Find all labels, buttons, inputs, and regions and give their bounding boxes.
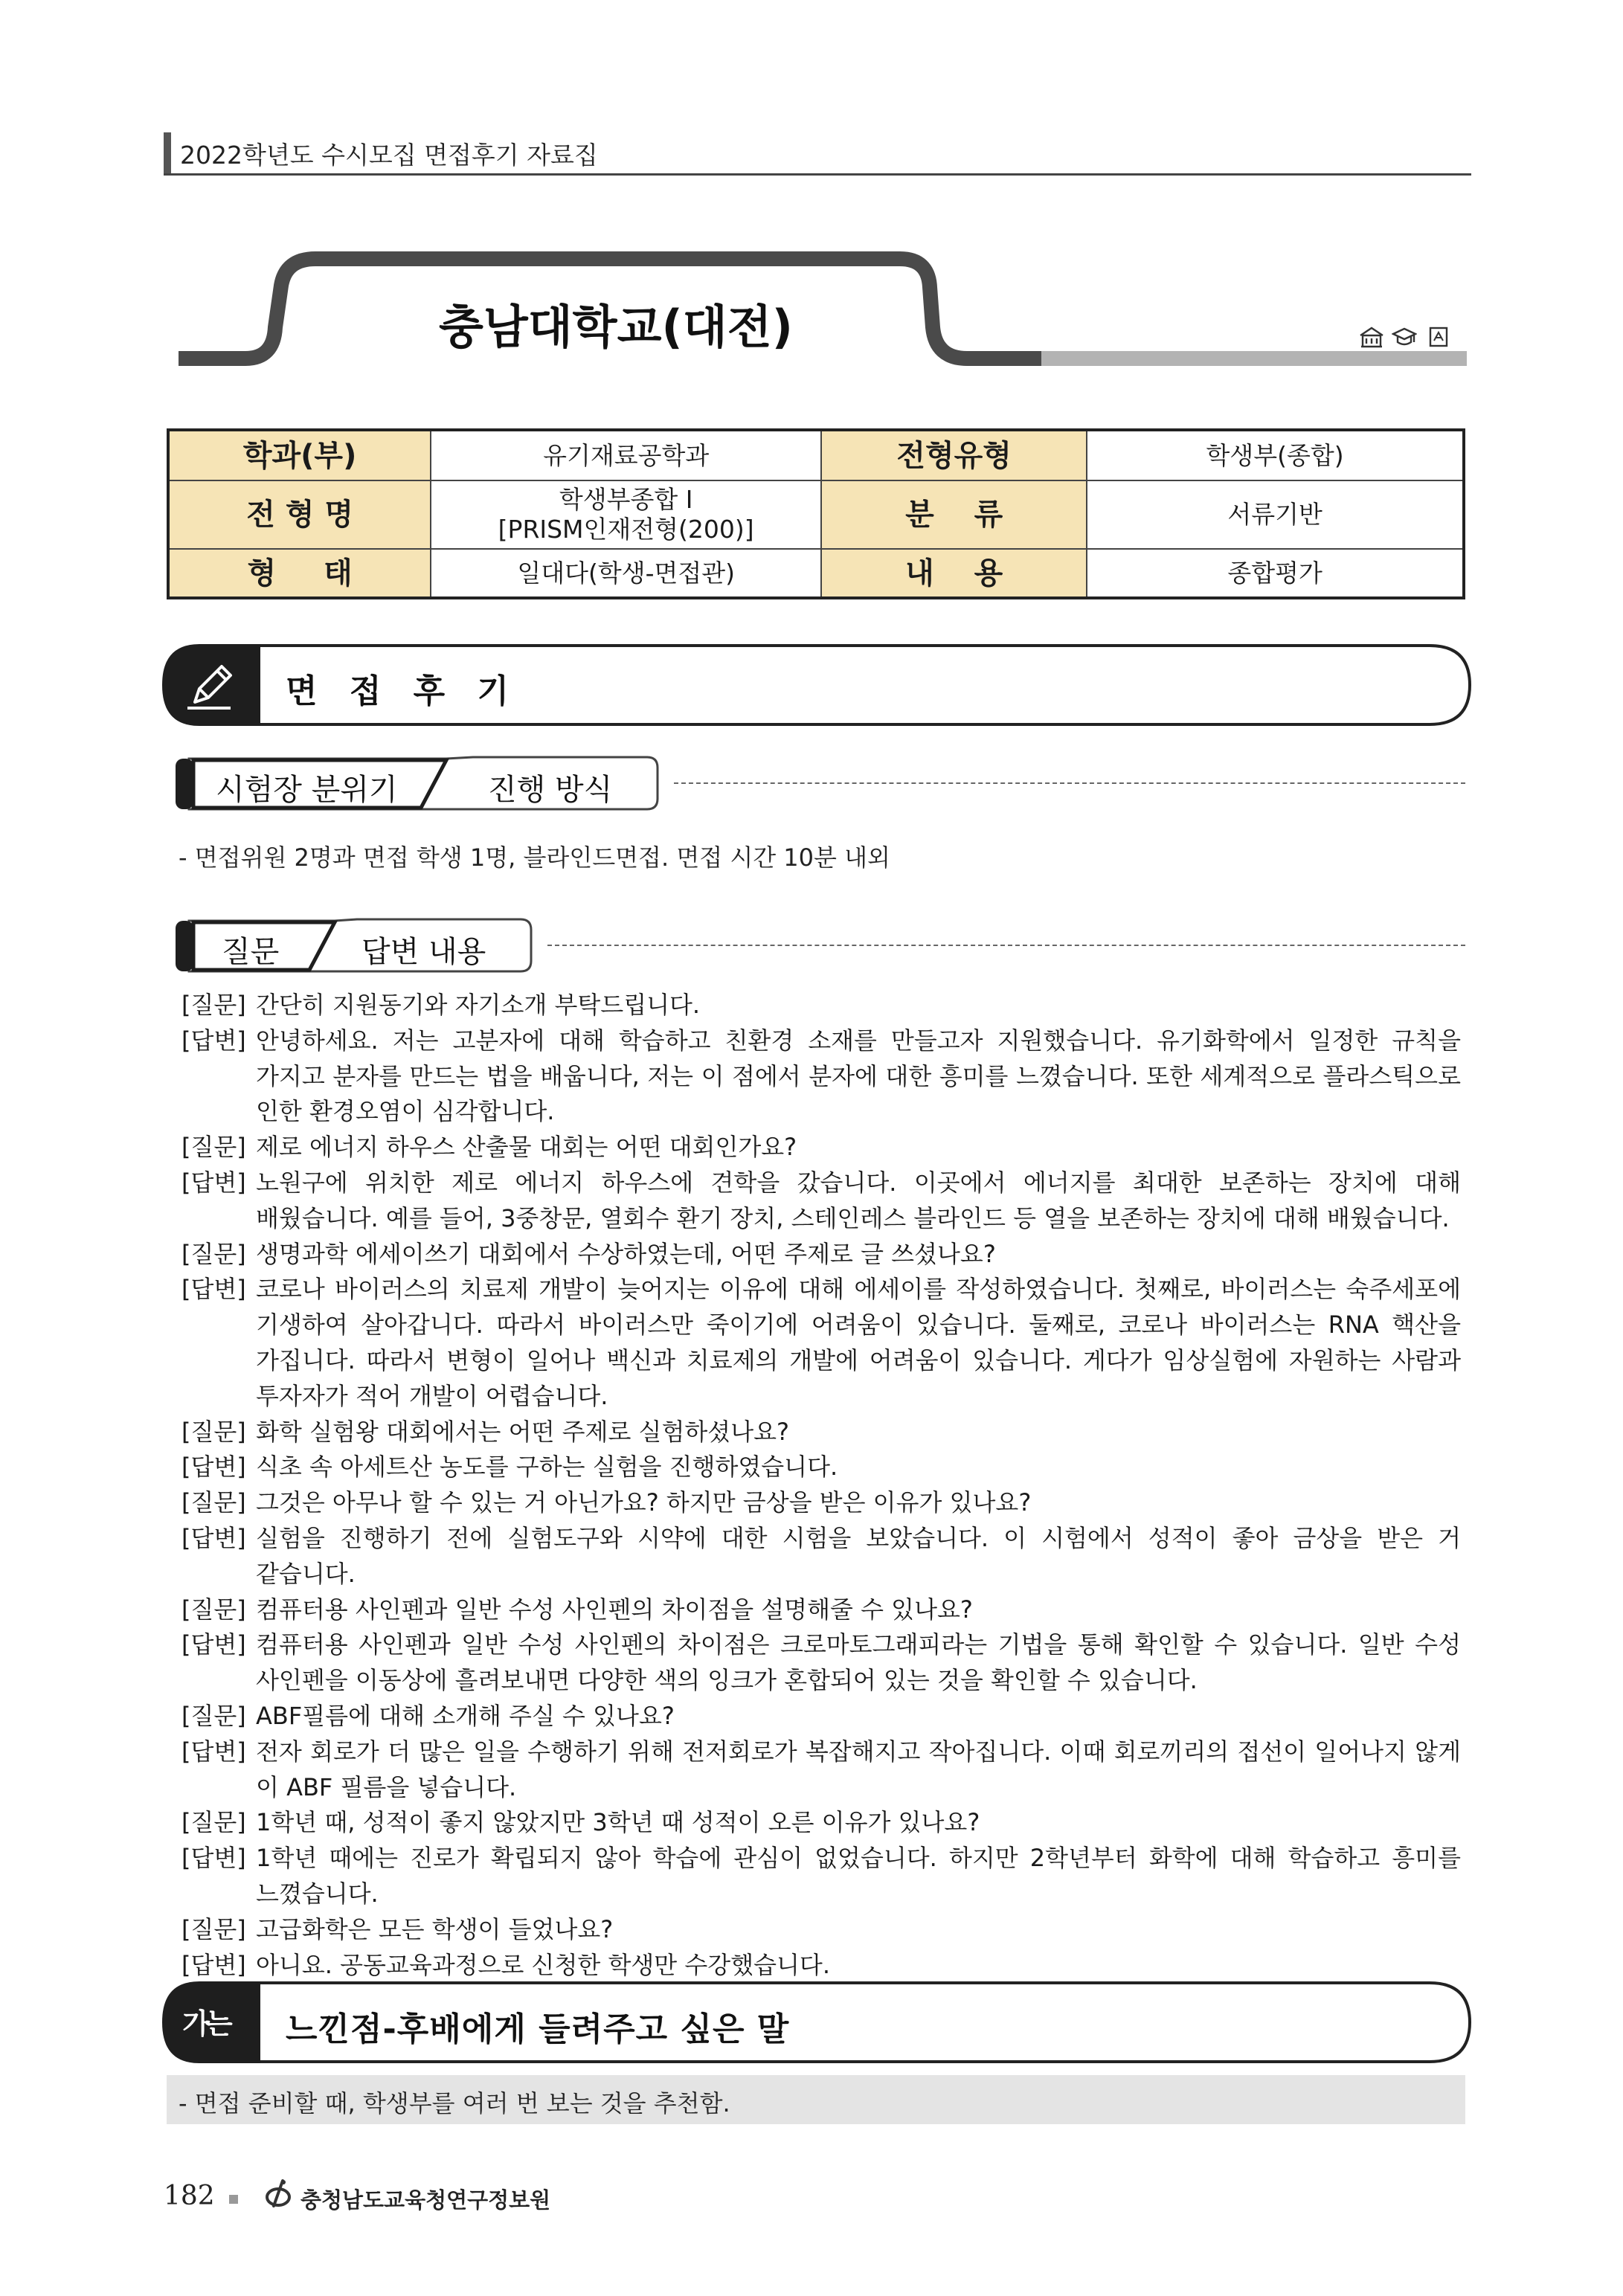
- qa-label: [질문]: [181, 1701, 246, 1730]
- category-value: 서류기반: [1087, 480, 1464, 549]
- admission-type-value: 학생부(종합): [1087, 430, 1464, 480]
- qa-label: [답변]: [181, 1275, 246, 1304]
- qa-text: 전자 회로가 더 많은 일을 수행하기 위해 전저회로가 복잡해지고 작아집니다. 이때 회로끼리의 접선이 일어나지 않게 이 ABF 필름을 넣습니다.: [256, 1737, 1461, 1801]
- qa-text: 코로나 바이러스의 치료제 개발이 늦어지는 이유에 대해 에세이를 작성하였습니다. 첫째로, 바이러스는 숙주세포에 기생하여 살아갑니다. 따라서 바이러스만 죽이기에 어려움이 있습니다. 둘째로, 코로나 바이러스는 RNA 핵산을 가집니다. 따라서 변형이 일어나 백신과 치료제의 개발에 어려움이 있습니다. 게다가 임상실험에 자원하는 사람과 투자자가 적어 개발이 어렵습니다.: [256, 1275, 1462, 1410]
- qa-label: [질문]: [181, 991, 246, 1019]
- admission-name-line2: [PRISM인재전형(200)]: [498, 515, 754, 544]
- qa-label: [질문]: [181, 1595, 246, 1624]
- header-title: 2022학년도 수시모집 면접후기 자료집: [180, 141, 598, 170]
- qa-text: 실험을 진행하기 전에 실험도구와 시약에 대한 시험을 보았습니다. 이 시험에서 성적이 좋아 금상을 받은 거 같습니다.: [256, 1523, 1461, 1588]
- dept-value: 유기재료공학과: [431, 430, 821, 480]
- qa-label: [질문]: [181, 1239, 246, 1268]
- qa-label: [답변]: [181, 1523, 246, 1552]
- qa-label: [질문]: [181, 1417, 246, 1446]
- qa-text: 1학년 때에는 진로가 확립되지 않아 학습에 관심이 없었습니다. 하지만 2학년부터 화학에 대해 학습하고 흥미를 느꼈습니다.: [256, 1844, 1461, 1908]
- category-label: 분 류: [821, 480, 1087, 549]
- qa-text: 화학 실험왕 대회에서는 어떤 주제로 실험하셨나요?: [256, 1417, 789, 1446]
- qa-label: [질문]: [181, 1488, 246, 1517]
- qa-text: 고급화학은 모든 학생이 들었나요?: [256, 1914, 614, 1943]
- footer-bullet: [229, 2195, 238, 2204]
- qa-text: 컴퓨터용 사인펜과 일반 수성 사인펜의 차이점을 설명해줄 수 있나요?: [256, 1595, 973, 1624]
- qa-text: ABF필름에 대해 소개해 주실 수 있나요?: [256, 1701, 675, 1730]
- answer-tab-label: 답변 내용: [361, 935, 486, 969]
- qa-text: 간단히 지원동기와 자기소개 부탁드립니다.: [256, 991, 701, 1019]
- feelings-box: [167, 2075, 1465, 2124]
- review-section-title: 면 접 후 기: [286, 672, 519, 710]
- qa-text: 생명과학 에세이쓰기 대회에서 수상하였는데, 어떤 주제로 글 쓰셨나요?: [256, 1239, 996, 1268]
- question-tab-label: 질문: [222, 935, 280, 969]
- feelings-badge: 가는: [182, 2007, 228, 2040]
- atmosphere-text: - 면접위원 2명과 면접 학생 1명, 블라인드면접. 면접 시간 10분 내외: [179, 843, 890, 872]
- content-label: 내 용: [821, 549, 1087, 598]
- qa-text: 제로 에너지 하우스 산출물 대회는 어떤 대회인가요?: [256, 1133, 797, 1162]
- qa-text: 아니요. 공동교육과정으로 신청한 학생만 수강했습니다.: [256, 1950, 831, 1979]
- qa-text: 그것은 아무나 할 수 있는 거 아닌가요? 하지만 금상을 받은 이유가 있나요?: [256, 1488, 1032, 1517]
- atmosphere-tab-label: 시험장 분위기: [216, 773, 398, 807]
- org-name: 충청남도교육청연구정보원: [301, 2187, 551, 2213]
- page-number: 182: [164, 2181, 215, 2211]
- qa-label: [질문]: [181, 1133, 246, 1162]
- qa-label: [답변]: [181, 1737, 246, 1766]
- university-title: 충남대학교(대전): [439, 300, 793, 354]
- format-value: 일대다(학생-면접관): [431, 549, 821, 598]
- admission-name-label: 전 형 명: [168, 480, 431, 549]
- content-value: 종합평가: [1087, 549, 1464, 598]
- qa-text: 식초 속 아세트산 농도를 구하는 실험을 진행하였습니다.: [256, 1453, 838, 1482]
- admission-type-label: 전형유형: [821, 430, 1087, 480]
- procedure-tab-label: 진행 방식: [488, 773, 613, 807]
- qa-text: 1학년 때, 성적이 좋지 않았지만 3학년 때 성적이 오른 이유가 있나요?: [256, 1808, 980, 1837]
- org-logo-icon: [260, 2176, 298, 2216]
- dept-label: 학과(부): [168, 430, 431, 480]
- qa-text: 컴퓨터용 사인펜과 일반 수성 사인펜의 차이점은 크로마토그래피라는 기법을 통해 확인할 수 있습니다. 일반 수성 사인펜을 이동상에 흘려보내면 다양한 색의 잉크가 혼합되어 있는 것을 확인할 수 있습니다.: [256, 1630, 1461, 1695]
- qa-label: [답변]: [181, 1844, 246, 1873]
- qa-label: [질문]: [181, 1914, 246, 1943]
- feelings-section-title: 느낀점-후배에게 들려주고 싶은 말: [286, 2010, 790, 2048]
- qa-text: 안녕하세요. 저는 고분자에 대해 학습하고 친환경 소재를 만들고자 지원했습니다. 유기화학에서 일정한 규칙을 가지고 분자를 만드는 법을 배웁니다, 저는 이 점에서 분자에 대한 흥미를 느꼈습니다. 또한 세계적으로 플라스틱으로 인한 환경오염이 심각합니다.: [256, 1026, 1461, 1126]
- qa-label: [질문]: [181, 1808, 246, 1837]
- qa-text: 노원구에 위치한 제로 에너지 하우스에 견학을 갔습니다. 이곳에서 에너지를 최대한 보존하는 장치에 대해 배웠습니다. 예를 들어, 3중창문, 열회수 환기 장치, 스테인레스 블라인드 등 열을 보존하는 장치에 대해 배웠습니다.: [256, 1168, 1462, 1232]
- qa-label: [답변]: [181, 1168, 246, 1197]
- qa-label: [답변]: [181, 1950, 246, 1979]
- qa-label: [답변]: [181, 1453, 246, 1482]
- format-label: 형 태: [168, 549, 431, 598]
- qa-label: [답변]: [181, 1026, 246, 1055]
- feelings-text: - 면접 준비할 때, 학생부를 여러 번 보는 것을 추천함.: [179, 2089, 730, 2117]
- admission-name-line1: 학생부종합 I: [559, 485, 693, 514]
- qa-label: [답변]: [181, 1630, 246, 1659]
